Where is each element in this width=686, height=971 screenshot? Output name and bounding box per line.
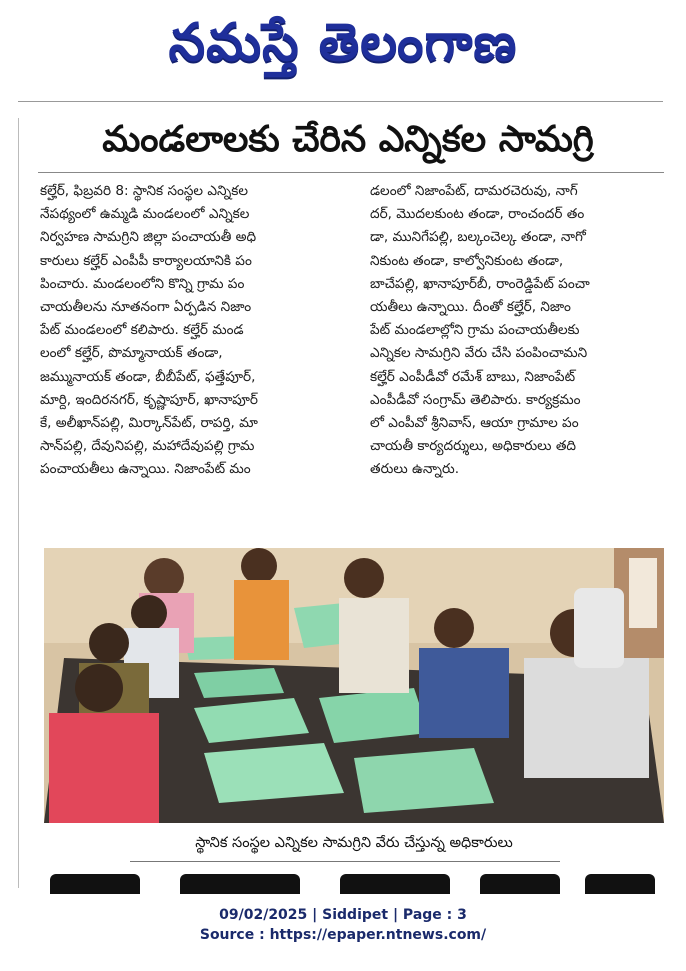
article-line: నికుంట తండా, కాల్వోనికుంట తండా, [370, 252, 564, 269]
masthead-divider [18, 101, 663, 102]
article-photo [44, 548, 664, 823]
article-line: ఎన్నికల సామగ్రిని వేరు చేసి పంపించామని [370, 345, 588, 362]
article-line: డా, మునిగేపల్లి, బల్కంచెల్క తండా, నాగో [370, 229, 586, 246]
article-line: కల్హేర్, ఫిబ్రవరి 8: స్థానిక సంస్థల ఎన్నికల [40, 183, 248, 199]
source-link[interactable]: Source : https://epaper.ntnews.com/ [199, 927, 487, 943]
article-line: తరులు ఉన్నారు. [370, 461, 460, 478]
article-line: దర్, మొదలకుంట తండా, రాంచందర్ తం [370, 206, 585, 223]
masthead [0, 0, 686, 92]
article-line: నేపథ్యంలో ఉమ్మడి మండలంలో ఎన్నికల [40, 206, 250, 223]
article-column-right [370, 180, 666, 481]
article-line: చాయతీలను నూతనంగా ఏర్పడిన నిజాం [40, 298, 252, 315]
article-column-left [40, 180, 350, 481]
edition-meta: 09/02/2025 | Siddipet | Page : 3 [219, 907, 467, 923]
headline-divider [38, 172, 664, 173]
article-line: యతీలు ఉన్నాయి. దీంతో కల్హేర్, నిజాం [370, 298, 571, 315]
article-line: లంలో కల్హేర్, పొమ్మానాయక్ తండా, [40, 345, 223, 362]
article-line: పంచాయతీలు ఉన్నాయి. నిజాంపేట్ మం [40, 461, 251, 478]
column-left-border [18, 118, 19, 888]
article-line: పించారు. మండలంలోని కొన్ని గ్రామ పం [40, 275, 245, 292]
article-line: లో ఎంపీవో శ్రీనివాస్, ఆయా గ్రామాల పం [370, 414, 579, 431]
caption-underline [130, 861, 560, 862]
article-line: పేట్ మండలాల్లోని గ్రామ పంచాయతీలకు [370, 322, 580, 339]
article-headline: మండలాలకు చేరిన ఎన్నికల సామగ్రి [102, 119, 594, 160]
next-article-headline-cropped [40, 874, 660, 894]
article-line: చాయతీ కార్యదర్శులు, అధికారులు తది [370, 438, 577, 455]
article-line: ఎంపీడీవో సంగ్రామ్ తెలిపారు. కార్యక్రమం [370, 391, 581, 408]
article-line: నిర్వహణ సామగ్రిని జిల్లా పంచాయతీ అధి [40, 229, 257, 246]
page-footer [0, 905, 686, 945]
article-line: పేట్ మండలంలో కలిపారు. కల్హేర్ మండ [40, 322, 244, 339]
article-line: కారులు కల్హేర్ ఎంపీపీ కార్యాలయానికి పం [40, 252, 252, 269]
photo-caption: స్థానిక సంస్థల ఎన్నికల సామగ్రిని వేరు చేస్తున్న అధికారులు [195, 835, 513, 851]
officials-sorting-material-photo [44, 548, 664, 823]
newspaper-logo: నమస్తే తెలంగాణ [168, 13, 518, 73]
article-line: మార్ది, ఇందిరనగర్, కృష్ణాపూర్, ఖానాపూర్ [40, 391, 258, 408]
article-line: డలంలో నిజాంపేట్, దామరచెరువు, నాగ్ [370, 183, 578, 199]
article-line: కే, అలీఖాన్‌పల్లి, మిర్కాన్‌పేట్, రాపర్తి, మా [40, 414, 258, 431]
article-line: సాన్‌పల్లి, దేవునిపల్లి, మహాదేవుపల్లి గ్రామ [40, 438, 255, 455]
article-line: బాచేపల్లి, ఖానాపూర్‌బీ, రాంరెడ్డిపేట్ పంచా [370, 275, 590, 292]
article-line: జమ్మునాయక్ తండా, బీబీపేట్, ఫత్తేపూర్, [40, 368, 256, 385]
article-line: కల్హేర్ ఎంపీడీవో రమేశ్ బాబు, నిజాంపేట్ [370, 368, 576, 385]
